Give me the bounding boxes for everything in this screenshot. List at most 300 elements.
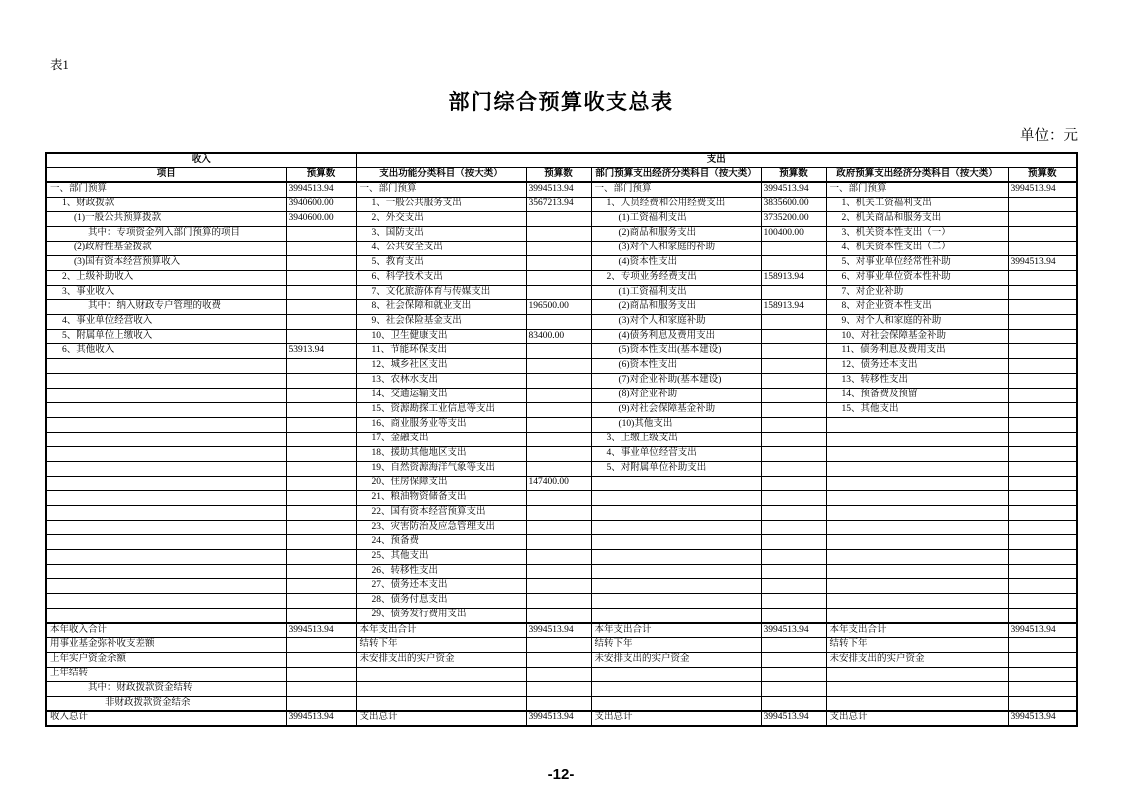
item-cell: 一、部门预算 [826,182,1008,197]
item-cell: 其中：专项资金列入部门预算的项目 [46,226,286,241]
budget-value-cell: 3994513.94 [761,711,826,726]
item-cell [591,535,761,550]
item-cell [46,506,286,521]
table-row [46,344,1077,359]
item-cell: (9)对社会保障基金补助 [591,403,761,418]
budget-value-cell [526,696,591,711]
budget-value-cell: 3567213.94 [526,197,591,212]
budget-value-cell [526,667,591,682]
item-cell: (1)一般公共预算拨款 [46,212,286,227]
budget-value-cell [286,594,356,609]
item-cell [826,564,1008,579]
item-cell [591,520,761,535]
budget-value-cell [286,506,356,521]
item-cell: 24、预备费 [356,535,526,550]
item-cell [46,520,286,535]
item-cell [46,564,286,579]
item-cell: 18、援助其他地区支出 [356,447,526,462]
expenditure-group-header: 支出 [356,153,1077,168]
budget-value-cell [761,506,826,521]
budget-value-cell: 147400.00 [526,476,591,491]
budget-value-cell [286,550,356,565]
budget-value-cell [761,388,826,403]
item-cell: 本年支出合计 [356,623,526,638]
budget-value-cell [1008,652,1077,667]
budget-value-cell [1008,315,1077,330]
budget-value-cell [526,682,591,697]
budget-value-cell [286,667,356,682]
table-row [46,241,1077,256]
budget-value-cell [1008,373,1077,388]
budget-value-cell [286,329,356,344]
item-cell: 6、科学技术支出 [356,271,526,286]
budget-value-cell [526,256,591,271]
table-row [46,520,1077,535]
table-row [46,432,1077,447]
budget-value-cell [761,682,826,697]
budget-value-cell [286,403,356,418]
table-row [46,550,1077,565]
budget-value-cell [1008,682,1077,697]
item-cell: 27、债务还本支出 [356,579,526,594]
item-cell: 16、商业服务业等支出 [356,417,526,432]
table-row [46,652,1077,667]
item-cell: (3)对个人和家庭补助 [591,315,761,330]
budget-value-cell [526,403,591,418]
item-cell: 9、对个人和家庭的补助 [826,315,1008,330]
item-cell: 其中：纳入财政专户管理的收费 [46,300,286,315]
item-cell: 2、专项业务经费支出 [591,271,761,286]
budget-value-cell [286,652,356,667]
budget-value-cell [1008,329,1077,344]
budget-value-cell: 158913.94 [761,271,826,286]
table-row [46,447,1077,462]
table-row [46,271,1077,286]
item-cell: 一、部门预算 [356,182,526,197]
item-cell: 1、人员经费和公用经费支出 [591,197,761,212]
budget-value-cell [761,696,826,711]
table-row [46,667,1077,682]
item-cell: 4、机关资本性支出（二） [826,241,1008,256]
item-cell: 6、对事业单位资本性补助 [826,271,1008,286]
table-row [46,373,1077,388]
budget-value-cell [286,564,356,579]
item-cell [46,403,286,418]
item-cell: 支出总计 [591,711,761,726]
table-body [46,182,1077,725]
budget-value-cell [761,476,826,491]
budget-value-cell: 3994513.94 [526,623,591,638]
budget-value-cell [761,403,826,418]
budget-value-cell [1008,403,1077,418]
budget-value-cell [286,447,356,462]
budget-value-cell [1008,550,1077,565]
item-cell [46,432,286,447]
col-header-gov-economic-class: 政府预算支出经济分类科目（按大类） [826,168,1008,183]
item-cell [46,594,286,609]
item-cell [46,359,286,374]
item-cell: (4)债务利息及费用支出 [591,329,761,344]
budget-value-cell [286,491,356,506]
item-cell: 5、附属单位上缴收入 [46,329,286,344]
budget-value-cell: 3994513.94 [1008,711,1077,726]
item-cell: 未安排支出的实户资金 [591,652,761,667]
table-row [46,285,1077,300]
item-cell [46,550,286,565]
item-cell: 未安排支出的实户资金 [826,652,1008,667]
budget-value-cell [1008,667,1077,682]
item-cell: 23、灾害防治及应急管理支出 [356,520,526,535]
table-row [46,608,1077,623]
budget-value-cell: 3994513.94 [1008,256,1077,271]
item-cell [46,388,286,403]
item-cell: 10、对社会保障基金补助 [826,329,1008,344]
item-cell: 本年支出合计 [591,623,761,638]
item-cell: 29、债务发行费用支出 [356,608,526,623]
item-cell: 19、自然资源海洋气象等支出 [356,461,526,476]
budget-value-cell [1008,506,1077,521]
budget-value-cell [1008,417,1077,432]
budget-value-cell [526,520,591,535]
table-row [46,417,1077,432]
budget-value-cell [286,432,356,447]
budget-value-cell [761,608,826,623]
budget-value-cell [526,652,591,667]
budget-value-cell: 3940600.00 [286,197,356,212]
budget-value-cell [1008,241,1077,256]
table-row [46,623,1077,638]
table-row [46,359,1077,374]
item-cell: (5)资本性支出(基本建设) [591,344,761,359]
table-row [46,388,1077,403]
budget-value-cell [286,696,356,711]
table-row [46,638,1077,653]
item-cell: 9、社会保险基金支出 [356,315,526,330]
item-cell: 13、转移性支出 [826,373,1008,388]
budget-value-cell [1008,491,1077,506]
budget-value-cell: 3994513.94 [286,711,356,726]
item-cell [46,535,286,550]
budget-value-cell: 3735200.00 [761,212,826,227]
item-cell: 11、节能环保支出 [356,344,526,359]
budget-value-cell [526,638,591,653]
table-row [46,682,1077,697]
item-cell: 6、其他收入 [46,344,286,359]
item-cell [826,682,1008,697]
budget-value-cell [286,388,356,403]
budget-value-cell [1008,535,1077,550]
item-cell [826,447,1008,462]
item-cell: (2)政府性基金拨款 [46,241,286,256]
budget-value-cell [761,329,826,344]
item-cell [46,461,286,476]
table-row [46,491,1077,506]
item-cell [591,608,761,623]
item-cell [46,476,286,491]
item-cell [826,667,1008,682]
item-cell [46,447,286,462]
item-cell: 13、农林水支出 [356,373,526,388]
item-cell [356,682,526,697]
item-cell: 上年结转 [46,667,286,682]
budget-value-cell [761,432,826,447]
budget-value-cell [286,638,356,653]
item-cell: (6)资本性支出 [591,359,761,374]
table-row [46,197,1077,212]
budget-value-cell [286,461,356,476]
budget-value-cell [1008,520,1077,535]
item-cell: 8、社会保障和就业支出 [356,300,526,315]
item-cell [826,506,1008,521]
item-cell: (3)对个人和家庭的补助 [591,241,761,256]
item-cell: (2)商品和服务支出 [591,300,761,315]
item-cell: (10)其他支出 [591,417,761,432]
budget-value-cell [761,241,826,256]
item-cell: 15、资源勘探工业信息等支出 [356,403,526,418]
item-cell: 12、城乡社区支出 [356,359,526,374]
table-row [46,182,1077,197]
item-cell: 4、事业单位经营收入 [46,315,286,330]
budget-value-cell [761,285,826,300]
budget-value-cell [761,344,826,359]
budget-value-cell [1008,226,1077,241]
item-cell: (1)工资福利支出 [591,212,761,227]
budget-value-cell [761,447,826,462]
budget-value-cell: 196500.00 [526,300,591,315]
budget-value-cell [526,506,591,521]
budget-value-cell [526,285,591,300]
item-cell: (2)商品和服务支出 [591,226,761,241]
col-header-budget-4: 预算数 [1008,168,1077,183]
budget-value-cell [761,315,826,330]
item-cell: 本年支出合计 [826,623,1008,638]
budget-value-cell: 3994513.94 [526,182,591,197]
budget-value-cell [761,491,826,506]
table-row [46,226,1077,241]
item-cell: 17、金融支出 [356,432,526,447]
table-row [46,579,1077,594]
budget-value-cell [1008,432,1077,447]
budget-summary-table [45,152,1078,727]
item-cell: 1、财政拨款 [46,197,286,212]
budget-value-cell [286,241,356,256]
budget-value-cell: 3835600.00 [761,197,826,212]
item-cell [591,696,761,711]
item-cell: 14、预备费及预留 [826,388,1008,403]
budget-value-cell: 3994513.94 [1008,182,1077,197]
budget-value-cell [286,285,356,300]
budget-value-cell [1008,197,1077,212]
budget-value-cell [286,520,356,535]
item-cell: 14、交通运输支出 [356,388,526,403]
item-cell [826,535,1008,550]
table-row [46,403,1077,418]
col-header-item: 项目 [46,168,286,183]
item-cell: 收入总计 [46,711,286,726]
budget-value-cell: 3994513.94 [761,623,826,638]
item-cell [591,476,761,491]
item-cell: 4、公共安全支出 [356,241,526,256]
item-cell [826,608,1008,623]
budget-value-cell [526,579,591,594]
budget-value-cell [526,461,591,476]
table-row [46,300,1077,315]
table-row [46,315,1077,330]
item-cell [826,550,1008,565]
budget-value-cell [286,417,356,432]
item-cell: 5、对事业单位经常性补助 [826,256,1008,271]
budget-value-cell [1008,300,1077,315]
budget-value-cell: 3994513.94 [286,182,356,197]
item-cell [826,594,1008,609]
item-cell: 28、债务付息支出 [356,594,526,609]
budget-value-cell: 53913.94 [286,344,356,359]
budget-value-cell [526,564,591,579]
budget-value-cell [526,417,591,432]
table-row [46,256,1077,271]
table-label: 表1 [50,58,69,72]
item-cell [826,461,1008,476]
budget-value-cell [761,638,826,653]
item-cell: 3、上缴上级支出 [591,432,761,447]
budget-value-cell [286,535,356,550]
table-row [46,594,1077,609]
item-cell [356,667,526,682]
column-header-row [46,168,1077,183]
item-cell [46,491,286,506]
table-row [46,506,1077,521]
item-cell: (3)国有资本经营预算收入 [46,256,286,271]
table-row [46,696,1077,711]
item-cell [826,696,1008,711]
budget-value-cell: 158913.94 [761,300,826,315]
item-cell: 支出总计 [826,711,1008,726]
item-cell: 21、粮油物资储备支出 [356,491,526,506]
item-cell: 26、转移性支出 [356,564,526,579]
item-cell: 用事业基金弥补收支差额 [46,638,286,653]
table-row [46,212,1077,227]
budget-value-cell [761,417,826,432]
item-cell: 7、对企业补助 [826,285,1008,300]
budget-value-cell: 83400.00 [526,329,591,344]
budget-value-cell [761,579,826,594]
item-cell [356,696,526,711]
page-title: 部门综合预算收支总表 [448,91,674,114]
budget-value-cell [1008,564,1077,579]
item-cell [826,417,1008,432]
budget-value-cell [1008,359,1077,374]
budget-value-cell [1008,579,1077,594]
budget-value-cell [526,608,591,623]
budget-value-cell [1008,344,1077,359]
item-cell: 非财政拨款资金结余 [46,696,286,711]
budget-value-cell [286,476,356,491]
item-cell [46,417,286,432]
budget-value-cell [526,594,591,609]
budget-value-cell: 3994513.94 [286,623,356,638]
group-header-row [46,153,1077,168]
item-cell: 3、机关资本性支出（一） [826,226,1008,241]
budget-value-cell [761,520,826,535]
budget-value-cell [761,667,826,682]
budget-value-cell [526,388,591,403]
item-cell: 15、其他支出 [826,403,1008,418]
budget-value-cell [761,256,826,271]
budget-value-cell [526,535,591,550]
budget-value-cell [1008,271,1077,286]
budget-value-cell [1008,608,1077,623]
item-cell: 其中：财政拨款资金结转 [46,682,286,697]
page-number: -12- [547,766,575,783]
item-cell [826,432,1008,447]
item-cell: 20、住房保障支出 [356,476,526,491]
budget-value-cell [526,550,591,565]
budget-value-cell [286,579,356,594]
table-row [46,476,1077,491]
item-cell [826,491,1008,506]
budget-value-cell [526,491,591,506]
budget-value-cell: 3940600.00 [286,212,356,227]
item-cell: 结转下年 [356,638,526,653]
budget-value-cell [526,432,591,447]
budget-value-cell: 3994513.94 [761,182,826,197]
item-cell [591,682,761,697]
budget-value-cell [526,315,591,330]
budget-value-cell [526,271,591,286]
budget-value-cell [761,373,826,388]
budget-value-cell [761,652,826,667]
item-cell [46,608,286,623]
item-cell: 结转下年 [591,638,761,653]
item-cell: 10、卫生健康支出 [356,329,526,344]
item-cell: 未安排支出的实户资金 [356,652,526,667]
budget-value-cell [526,359,591,374]
budget-value-cell [1008,388,1077,403]
budget-value-cell [761,461,826,476]
item-cell [826,520,1008,535]
item-cell: 2、上级补助收入 [46,271,286,286]
item-cell [591,579,761,594]
budget-value-cell [286,373,356,388]
item-cell: 1、一般公共服务支出 [356,197,526,212]
budget-value-cell [286,256,356,271]
budget-value-cell [761,564,826,579]
item-cell: 25、其他支出 [356,550,526,565]
budget-value-cell [1008,638,1077,653]
budget-value-cell [761,550,826,565]
item-cell: (4)资本性支出 [591,256,761,271]
budget-value-cell [286,315,356,330]
col-header-functional-class: 支出功能分类科目（按大类） [356,168,526,183]
item-cell [46,373,286,388]
item-cell: 结转下年 [826,638,1008,653]
unit-label: 单位：元 [1020,128,1078,144]
table-row [46,461,1077,476]
item-cell: 1、机关工资福利支出 [826,197,1008,212]
item-cell [591,491,761,506]
item-cell [46,579,286,594]
item-cell: 12、债务还本支出 [826,359,1008,374]
item-cell: 支出总计 [356,711,526,726]
budget-value-cell [1008,447,1077,462]
table-row [46,711,1077,726]
item-cell: 3、事业收入 [46,285,286,300]
budget-value-cell [526,344,591,359]
col-header-budget-1: 预算数 [286,168,356,183]
budget-value-cell: 3994513.94 [526,711,591,726]
budget-value-cell [761,535,826,550]
budget-value-cell [1008,285,1077,300]
